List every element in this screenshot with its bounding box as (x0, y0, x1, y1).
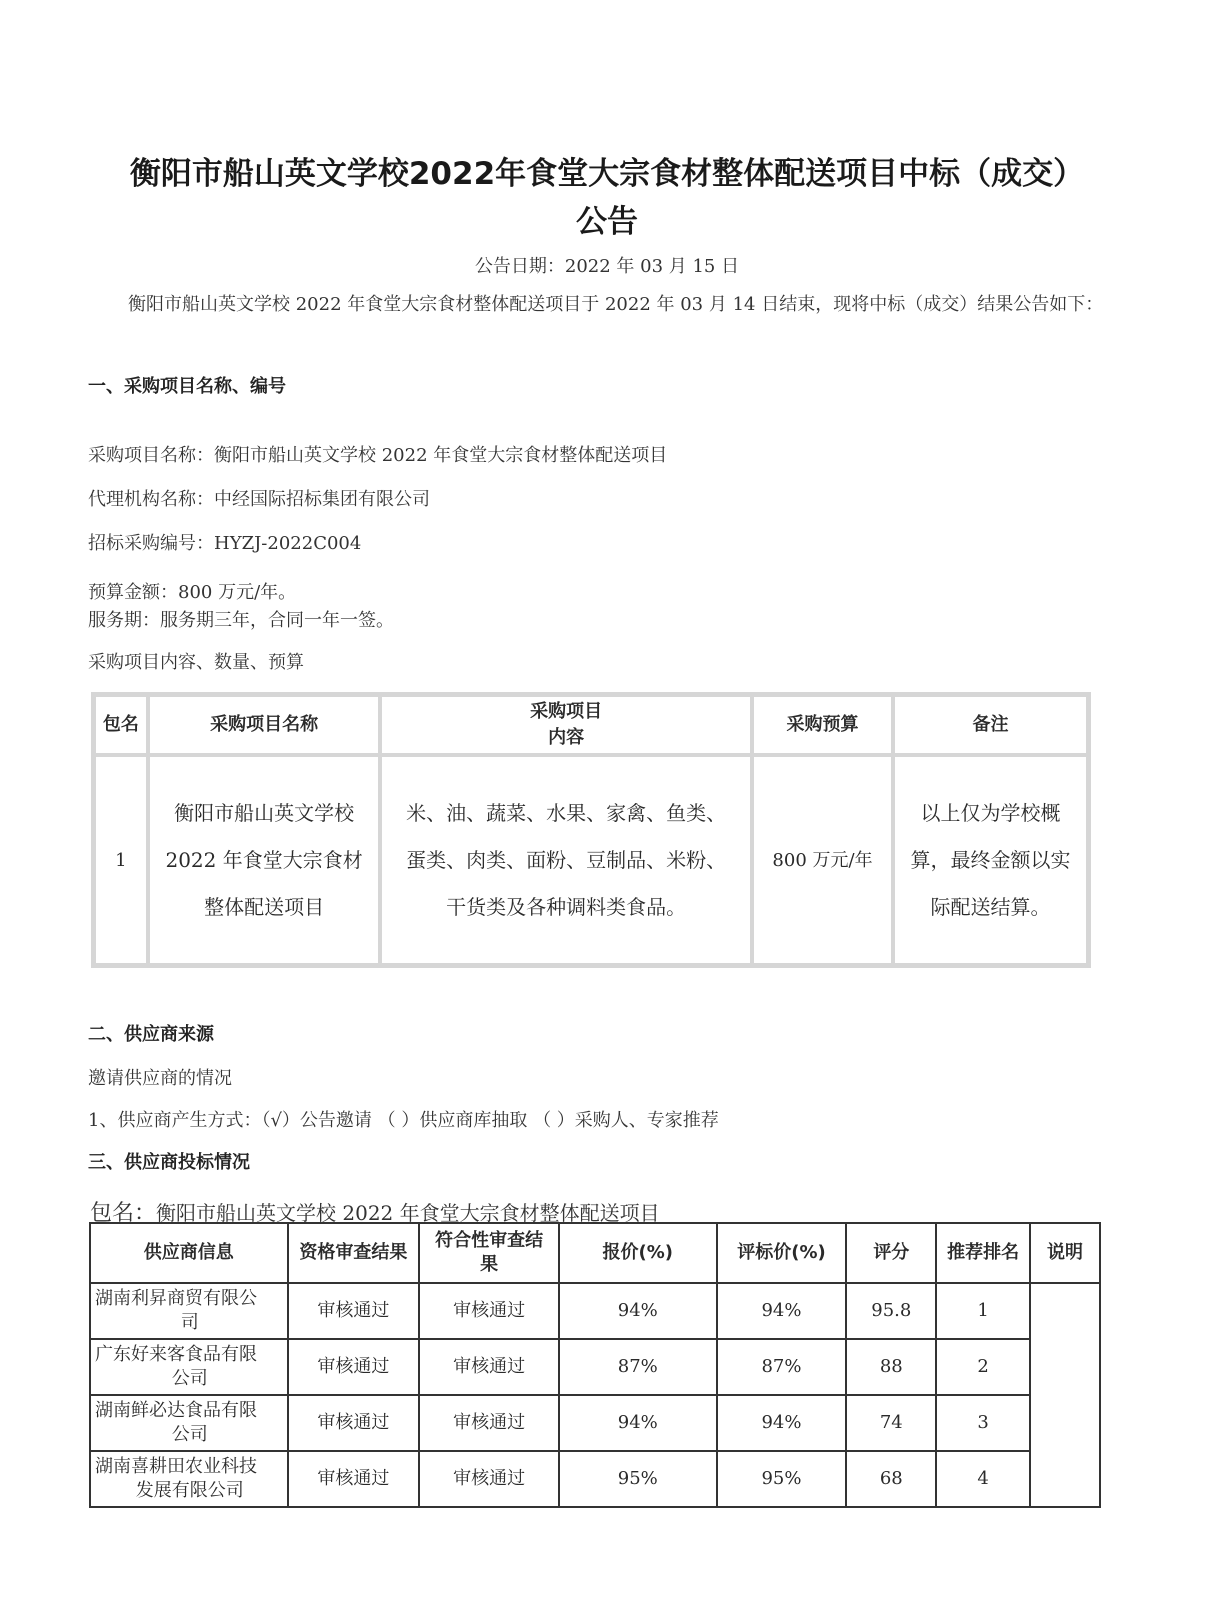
header-note: 备注 (893, 695, 1088, 755)
budget-line: 预算金额：800 万元/年。 (88, 582, 297, 603)
supplier-name-line1: 广东好来客食品有限 (95, 1344, 257, 1365)
cell-score: 74 (846, 1395, 936, 1451)
supplier-name-line1: 湖南喜耕田农业科技 (95, 1456, 257, 1477)
cell-score: 68 (846, 1451, 936, 1507)
header-package: 包名 (94, 695, 148, 755)
document-title: 衡阳市船山英文学校2022年食堂大宗食材整体配送项目中标（成交） (129, 156, 1085, 192)
supplier-name-line2: 公司 (171, 1424, 208, 1445)
cell-score: 88 (846, 1339, 936, 1395)
header-conformity-line2: 果 (480, 1254, 499, 1275)
cell-remarks (1030, 1283, 1100, 1507)
cell-eval-price: 94% (717, 1395, 847, 1451)
announcement-date: 公告日期：2022 年 03 月 15 日 (474, 256, 740, 277)
intro-text: 衡阳市船山英文学校 2022 年食堂大宗食材整体配送项目于 2022 年 03 月 14 日结束，现将中标（成交）结果公告如下： (128, 294, 1104, 315)
cell-qualification: 审核通过 (288, 1451, 420, 1507)
supplier-name-line2: 公司 (171, 1368, 208, 1389)
header-content-line2: 内容 (548, 727, 585, 748)
cell-price: 94% (559, 1283, 717, 1339)
content-line1: 米、油、蔬菜、水果、家禽、鱼类、 (406, 800, 727, 825)
supplier-method-line: 1、供应商产生方式：（√）公告邀请 （ ）供应商库抽取 （ ）采购人、专家推荐 (88, 1110, 719, 1131)
header-project-name: 采购项目名称 (148, 695, 381, 755)
procurement-content-table (91, 692, 1091, 968)
header-conformity (419, 1223, 559, 1283)
header-rank: 推荐排名 (936, 1223, 1030, 1283)
table-row (90, 1395, 1100, 1451)
project-name-line2: 2022 年食堂大宗食材 (165, 847, 363, 872)
section2-heading: 二、供应商来源 (88, 1024, 214, 1045)
cell-supplier (90, 1451, 288, 1507)
cell-price: 95% (559, 1451, 717, 1507)
header-score: 评分 (846, 1223, 936, 1283)
cell-price: 94% (559, 1395, 717, 1451)
cell-eval-price: 95% (717, 1451, 847, 1507)
header-conformity-line1: 符合性审查结 (435, 1230, 544, 1251)
cell-budget: 800 万元/年 (752, 755, 893, 965)
cell-conformity: 审核通过 (419, 1451, 559, 1507)
supplier-name-line1: 湖南利昇商贸有限公 (95, 1288, 257, 1309)
service-period-line: 服务期：服务期三年，合同一年一签。 (88, 610, 394, 631)
cell-qualification: 审核通过 (288, 1283, 420, 1339)
table-row (90, 1451, 1100, 1507)
cell-conformity: 审核通过 (419, 1395, 559, 1451)
procurement-code-line: 招标采购编号：HYZJ-2022C004 (88, 533, 362, 554)
invite-subheading: 邀请供应商的情况 (88, 1068, 232, 1089)
note-line1: 以上仅为学校概 (920, 800, 1061, 825)
cell-rank: 3 (936, 1395, 1030, 1451)
cell-note (893, 755, 1088, 965)
supplier-name-line2: 发展有限公司 (135, 1480, 244, 1501)
cell-eval-price: 94% (717, 1283, 847, 1339)
intro-paragraph (88, 290, 1118, 320)
supplier-name-line1: 湖南鲜必达食品有限 (95, 1400, 257, 1421)
project-name-line: 采购项目名称：衡阳市船山英文学校 2022 年食堂大宗食材整体配送项目 (88, 445, 668, 466)
header-remarks: 说明 (1030, 1223, 1100, 1283)
cell-supplier (90, 1339, 288, 1395)
cell-rank: 1 (936, 1283, 1030, 1339)
cell-supplier (90, 1283, 288, 1339)
agency-line: 代理机构名称：中经国际招标集团有限公司 (88, 489, 430, 510)
note-line2: 算，最终金额以实 (910, 847, 1071, 872)
cell-project-name (148, 755, 381, 965)
cell-rank: 4 (936, 1451, 1030, 1507)
header-qualification: 资格审查结果 (288, 1223, 420, 1283)
project-name-line1: 衡阳市船山英文学校 (174, 800, 355, 825)
cell-supplier (90, 1395, 288, 1451)
cell-package: 1 (94, 755, 148, 965)
content-line2: 蛋类、肉类、面粉、豆制品、米粉、 (406, 847, 727, 872)
note-line3: 际配送结算。 (930, 894, 1051, 919)
table1-caption: 采购项目内容、数量、预算 (88, 652, 304, 673)
header-content (380, 695, 751, 755)
cell-qualification: 审核通过 (288, 1339, 420, 1395)
header-content-line1: 采购项目 (530, 701, 603, 722)
cell-price: 87% (559, 1339, 717, 1395)
package-name: 衡阳市船山英文学校 2022 年食堂大宗食材整体配送项目 (156, 1201, 660, 1225)
content-line3: 干货类及各种调料类食品。 (446, 894, 687, 919)
table-row (90, 1339, 1100, 1395)
bid-header-row (90, 1223, 1100, 1283)
package-prefix: 包名： (90, 1201, 157, 1226)
section1-heading: 一、采购项目名称、编号 (88, 376, 286, 397)
cell-conformity: 审核通过 (419, 1339, 559, 1395)
cell-rank: 2 (936, 1339, 1030, 1395)
header-price: 报价(%) (559, 1223, 717, 1283)
cell-qualification: 审核通过 (288, 1395, 420, 1451)
header-budget: 采购预算 (752, 695, 893, 755)
supplier-name-line2: 司 (180, 1312, 199, 1333)
table-row (90, 1283, 1100, 1339)
document-title-line2: 公告 (576, 204, 638, 240)
cell-conformity: 审核通过 (419, 1283, 559, 1339)
header-eval-price: 评标价(%) (717, 1223, 847, 1283)
cell-eval-price: 87% (717, 1339, 847, 1395)
header-supplier: 供应商信息 (90, 1223, 288, 1283)
cell-score: 95.8 (846, 1283, 936, 1339)
project-name-line3: 整体配送项目 (204, 894, 325, 919)
cell-content (380, 755, 751, 965)
table-header-row (94, 695, 1088, 755)
section3-heading: 三、供应商投标情况 (88, 1152, 250, 1173)
table-row (94, 755, 1088, 965)
supplier-bid-table (89, 1222, 1101, 1508)
